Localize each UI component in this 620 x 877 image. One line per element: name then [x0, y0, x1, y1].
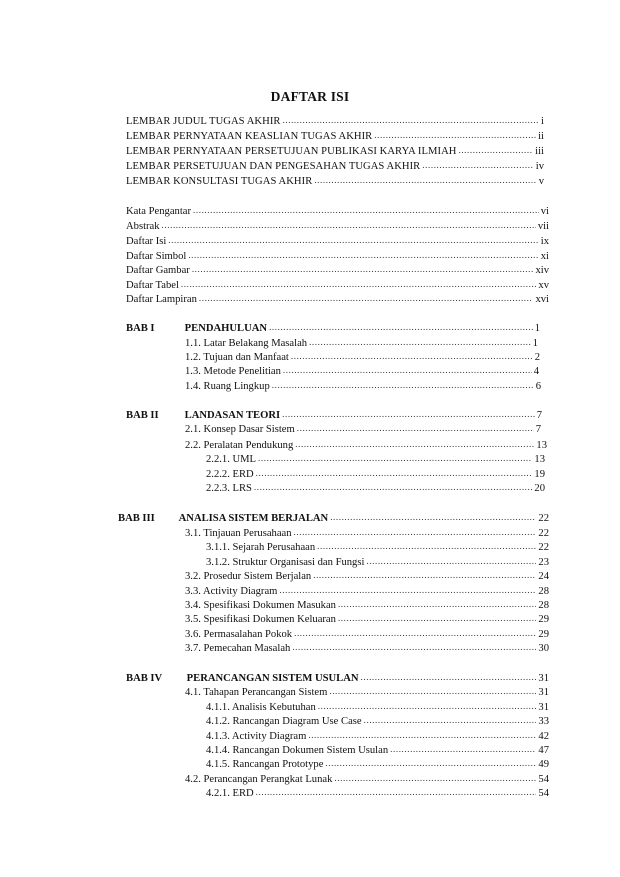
section-entry[interactable]	[185, 351, 540, 365]
section-page: 6	[535, 381, 541, 392]
leader-dots	[292, 642, 536, 654]
toc-entry[interactable]	[126, 279, 549, 293]
section-entry[interactable]	[206, 468, 545, 482]
section-page: 13	[534, 454, 545, 465]
toc-entry-page: iv	[535, 161, 544, 172]
leader-dots	[295, 439, 534, 451]
chapter-title: LANDASAN TEORI	[184, 410, 281, 421]
section-label: 2.2. Peralatan Pendukung	[185, 440, 294, 451]
section-entry[interactable]	[185, 439, 547, 453]
toc-entry-label: Daftar Tabel	[126, 280, 179, 291]
toc-entry-label: LEMBAR PERNYATAAN KEASLIAN TUGAS AKHIR	[126, 131, 373, 142]
leader-dots	[329, 686, 536, 698]
chapter-heading[interactable]	[118, 512, 549, 526]
chapter-number: BAB III	[118, 513, 155, 524]
section-label: 3.1.1. Sejarah Perusahaan	[206, 542, 316, 553]
section-page: 22	[538, 528, 549, 539]
section-entry[interactable]	[185, 527, 549, 541]
toc-entry-label: Daftar Simbol	[126, 251, 187, 262]
section-page: 4	[533, 366, 539, 377]
section-entry[interactable]	[206, 541, 549, 555]
section-entry[interactable]	[206, 758, 549, 772]
chapter-heading[interactable]	[126, 409, 542, 423]
leader-dots	[361, 672, 537, 684]
section-label: 4.1.5. Rancangan Prototype	[206, 759, 324, 770]
toc-entry-page: ix	[540, 236, 549, 247]
toc-entry-label: Abstrak	[126, 221, 160, 232]
section-page: 2	[534, 352, 540, 363]
leader-dots	[254, 482, 532, 494]
toc-entry-label: Daftar Gambar	[126, 265, 190, 276]
toc-entry[interactable]	[126, 220, 549, 234]
leader-dots	[294, 527, 537, 539]
section-entry[interactable]	[185, 570, 549, 584]
section-label: 3.1. Tinjauan Perusahaan	[185, 528, 292, 539]
section-label: 4.2. Perancangan Perangkat Lunak	[185, 774, 333, 785]
section-page: 24	[538, 571, 549, 582]
toc-entry-label: Kata Pengantar	[126, 206, 192, 217]
chapter-title: PENDAHULUAN	[184, 323, 268, 334]
toc-entry-page: vi	[540, 206, 549, 217]
section-page: 28	[538, 600, 549, 611]
chapter-page: 7	[536, 410, 542, 421]
leader-dots	[256, 787, 537, 799]
leader-dots	[199, 293, 534, 305]
section-label: 4.1. Tahapan Perancangan Sistem	[185, 687, 328, 698]
section-label: 3.7. Pemecahan Masalah	[185, 643, 291, 654]
section-page: 30	[538, 643, 549, 654]
toc-entry[interactable]	[126, 115, 544, 129]
section-label: 3.5. Spesifikasi Dokumen Keluaran	[185, 614, 336, 625]
toc-entry-page: xvi	[535, 294, 549, 305]
leader-dots	[390, 744, 536, 756]
toc-entry-page: i	[541, 116, 544, 127]
section-label: 1.1. Latar Belakang Masalah	[185, 338, 308, 349]
chapter-heading[interactable]	[126, 322, 540, 336]
section-entry[interactable]	[185, 628, 549, 642]
section-entry[interactable]	[206, 453, 545, 467]
chapter-heading[interactable]	[126, 672, 549, 686]
leader-dots	[279, 585, 536, 597]
toc-entry-label: LEMBAR KONSULTASI TUGAS AKHIR	[126, 176, 313, 187]
section-label: 4.2.1. ERD	[206, 788, 254, 799]
toc-entry-label: Daftar Isi	[126, 236, 167, 247]
section-entry[interactable]	[206, 744, 549, 758]
section-label: 3.3. Activity Diagram	[185, 586, 278, 597]
section-page: 29	[538, 629, 549, 640]
chapter-number: BAB I	[126, 323, 155, 334]
leader-dots	[282, 409, 535, 421]
leader-dots	[366, 556, 536, 568]
section-label: 1.4. Ruang Lingkup	[185, 381, 270, 392]
section-entry[interactable]	[206, 701, 549, 715]
leader-dots	[283, 115, 540, 127]
section-label: 4.1.1. Analisis Kebutuhan	[206, 702, 316, 713]
leader-dots	[188, 250, 538, 262]
toc-entry-label: Daftar Lampiran	[126, 294, 197, 305]
leader-dots	[318, 701, 537, 713]
chapter-title: PERANCANGAN SISTEM USULAN	[186, 673, 359, 684]
section-entry[interactable]	[185, 686, 549, 700]
section-label: 2.2.2. ERD	[206, 469, 254, 480]
toc-entry-label: LEMBAR JUDUL TUGAS AKHIR	[126, 116, 281, 127]
leader-dots	[309, 337, 531, 349]
section-page: 29	[538, 614, 549, 625]
section-label: 4.1.3. Activity Diagram	[206, 731, 307, 742]
toc-entry-page: xiv	[535, 265, 549, 276]
section-entry[interactable]	[185, 613, 549, 627]
section-label: 2.2.3. LRS	[206, 483, 252, 494]
section-label: 3.4. Spesifikasi Dokumen Masukan	[185, 600, 336, 611]
section-entry[interactable]	[185, 642, 549, 656]
section-page: 28	[538, 586, 549, 597]
chapter-number: BAB IV	[126, 673, 163, 684]
leader-dots	[314, 175, 536, 187]
section-label: 2.1. Konsep Dasar Sistem	[185, 424, 295, 435]
chapter-page: 22	[538, 513, 549, 524]
chapter-title: ANALISA SISTEM BERJALAN	[178, 513, 329, 524]
section-page: 1	[532, 338, 538, 349]
section-label: 4.1.2. Rancangan Diagram Use Case	[206, 716, 362, 727]
toc-entry[interactable]	[126, 235, 549, 249]
section-entry[interactable]	[206, 482, 545, 496]
toc-entry-label: LEMBAR PERNYATAAN PERSETUJUAN PUBLIKASI KARYA ILMIAH	[126, 146, 457, 157]
section-page: 19	[534, 469, 545, 480]
toc-entry[interactable]	[126, 293, 549, 307]
section-entry[interactable]	[206, 787, 549, 801]
section-page: 7	[535, 424, 541, 435]
leader-dots	[325, 758, 536, 770]
page-title: DAFTAR ISI	[270, 89, 350, 104]
leader-dots	[291, 351, 533, 363]
leader-dots	[162, 220, 536, 232]
section-label: 2.2.1. UML	[206, 454, 257, 465]
leader-dots	[338, 613, 536, 625]
toc-entry-page: iii	[535, 146, 544, 157]
section-label: 3.6. Permasalahan Pokok	[185, 629, 293, 640]
leader-dots	[308, 730, 536, 742]
toc-entry-page: v	[538, 176, 544, 187]
leader-dots	[297, 423, 534, 435]
section-label: 3.2. Prosedur Sistem Berjalan	[185, 571, 312, 582]
section-page: 42	[538, 731, 549, 742]
toc-entry-page: vii	[537, 221, 549, 232]
section-entry[interactable]	[185, 380, 541, 394]
section-page: 13	[536, 440, 547, 451]
leader-dots	[364, 715, 537, 727]
section-entry[interactable]	[185, 337, 538, 351]
leader-dots	[338, 599, 536, 611]
section-page: 33	[538, 716, 549, 727]
section-label: 4.1.4. Rancangan Dokumen Sistem Usulan	[206, 745, 389, 756]
toc-entry[interactable]	[126, 145, 544, 159]
leader-dots	[269, 322, 533, 334]
toc-entry[interactable]	[126, 264, 549, 278]
leader-dots	[374, 130, 536, 142]
section-entry[interactable]	[185, 423, 541, 437]
leader-dots	[317, 541, 536, 553]
section-entry[interactable]	[206, 730, 549, 744]
leader-dots	[192, 264, 534, 276]
leader-dots	[334, 773, 536, 785]
section-entry[interactable]	[185, 585, 549, 599]
leader-dots	[181, 279, 537, 291]
section-entry[interactable]	[185, 773, 549, 787]
section-entry[interactable]	[185, 365, 539, 379]
toc-entry[interactable]	[126, 205, 549, 219]
leader-dots	[294, 628, 536, 640]
leader-dots	[330, 512, 536, 524]
section-page: 49	[538, 759, 549, 770]
section-page: 54	[538, 788, 549, 799]
section-page: 22	[538, 542, 549, 553]
section-page: 20	[534, 483, 545, 494]
leader-dots	[272, 380, 534, 392]
leader-dots	[258, 453, 532, 465]
section-page: 54	[538, 774, 549, 785]
section-page: 47	[538, 745, 549, 756]
section-page: 31	[538, 687, 549, 698]
section-entry[interactable]	[185, 599, 549, 613]
leader-dots	[313, 570, 536, 582]
leader-dots	[458, 145, 533, 157]
section-entry[interactable]	[206, 715, 549, 729]
toc-entry[interactable]	[126, 250, 549, 264]
section-page: 23	[538, 557, 549, 568]
toc-entry-page: ii	[538, 131, 544, 142]
toc-entry[interactable]	[126, 160, 544, 174]
toc-entry-label: LEMBAR PERSETUJUAN DAN PENGESAHAN TUGAS AKHIR	[126, 161, 421, 172]
section-label: 1.2. Tujuan dan Manfaat	[185, 352, 289, 363]
chapter-page: 1	[534, 323, 540, 334]
section-label: 1.3. Metode Penelitian	[185, 366, 281, 377]
leader-dots	[422, 160, 533, 172]
section-entry[interactable]	[206, 556, 549, 570]
chapter-number: BAB II	[126, 410, 159, 421]
toc-entry-page: xv	[538, 280, 549, 291]
section-label: 3.1.2. Struktur Organisasi dan Fungsi	[206, 557, 365, 568]
toc-entry-page: xi	[540, 251, 549, 262]
section-page: 31	[538, 702, 549, 713]
leader-dots	[168, 235, 538, 247]
toc-entry[interactable]	[126, 175, 544, 189]
toc-entry[interactable]	[126, 130, 544, 144]
leader-dots	[256, 468, 533, 480]
leader-dots	[193, 205, 539, 217]
chapter-page: 31	[538, 673, 549, 684]
leader-dots	[283, 365, 532, 377]
